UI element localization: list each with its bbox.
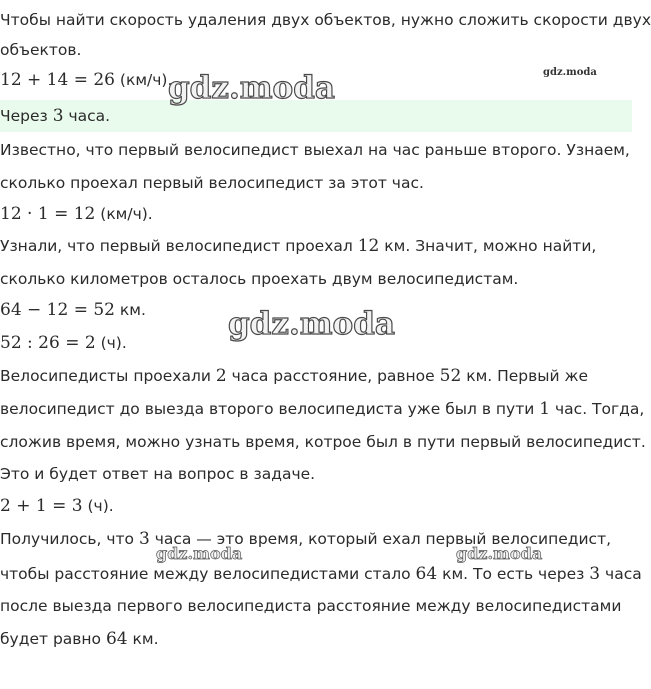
text-line-13: после выезда первого велосипедиста расстояние между велосипедистами [0,597,622,615]
equation-line-3: 64 − 12 = 52 км. [0,300,146,320]
text-line-1: Чтобы найти скорость удаления двух объектов, нужно сложить скорости двух [0,11,651,29]
equation-line-2: 12 · 1 = 12 (км/ч). [0,204,153,224]
text-line-2: объектов. [0,41,82,59]
answer-line: Через 3 часа. [0,106,111,126]
text-line-6: сколько километров осталось проехать двум велосипедистам. [0,270,519,288]
equation-line-4: 52 : 26 = 2 (ч). [0,333,127,353]
text-line-7: Велосипедисты проехали 2 часа расстояние, равное 52 км. Первый же [0,366,589,386]
equation-line-5: 2 + 1 = 3 (ч). [0,496,114,516]
text-line-12: чтобы расстояние между велосипедистами стало 64 км. То есть через 3 часа [0,564,642,584]
text-line-10: Это и будет ответ на вопрос в задаче. [0,465,316,483]
watermark-logo-3: gdz.moda [156,544,243,563]
equation-line-1: 12 + 14 = 26 (км/ч). [0,70,173,90]
watermark-logo-tiny: gdz.moda [543,67,597,78]
text-line-14: будет равно 64 км. [0,629,159,649]
text-line-4: сколько проехал первый велосипедист за этот час. [0,174,424,192]
text-line-9: сложив время, можно узнать время, котрое был в пути первый велосипедист. [0,433,646,451]
text-line-11: Получилось, что 3 часа — это время, который ехал первый велосипедист, [0,529,612,549]
watermark-logo-4: gdz.moda [456,544,543,563]
text-line-3: Известно, что первый велосипедист выехал на час раньше второго. Узнаем, [0,141,630,159]
text-line-8: велосипедист до выезда второго велосипедиста уже был в пути 1 час. Тогда, [0,399,645,419]
watermark-logo-2: gdz.moda [228,306,395,342]
watermark-logo-1: gdz.moda [168,70,335,106]
text-line-5: Узнали, что первый велосипедист проехал 12 км. Значит, можно найти, [0,236,597,256]
